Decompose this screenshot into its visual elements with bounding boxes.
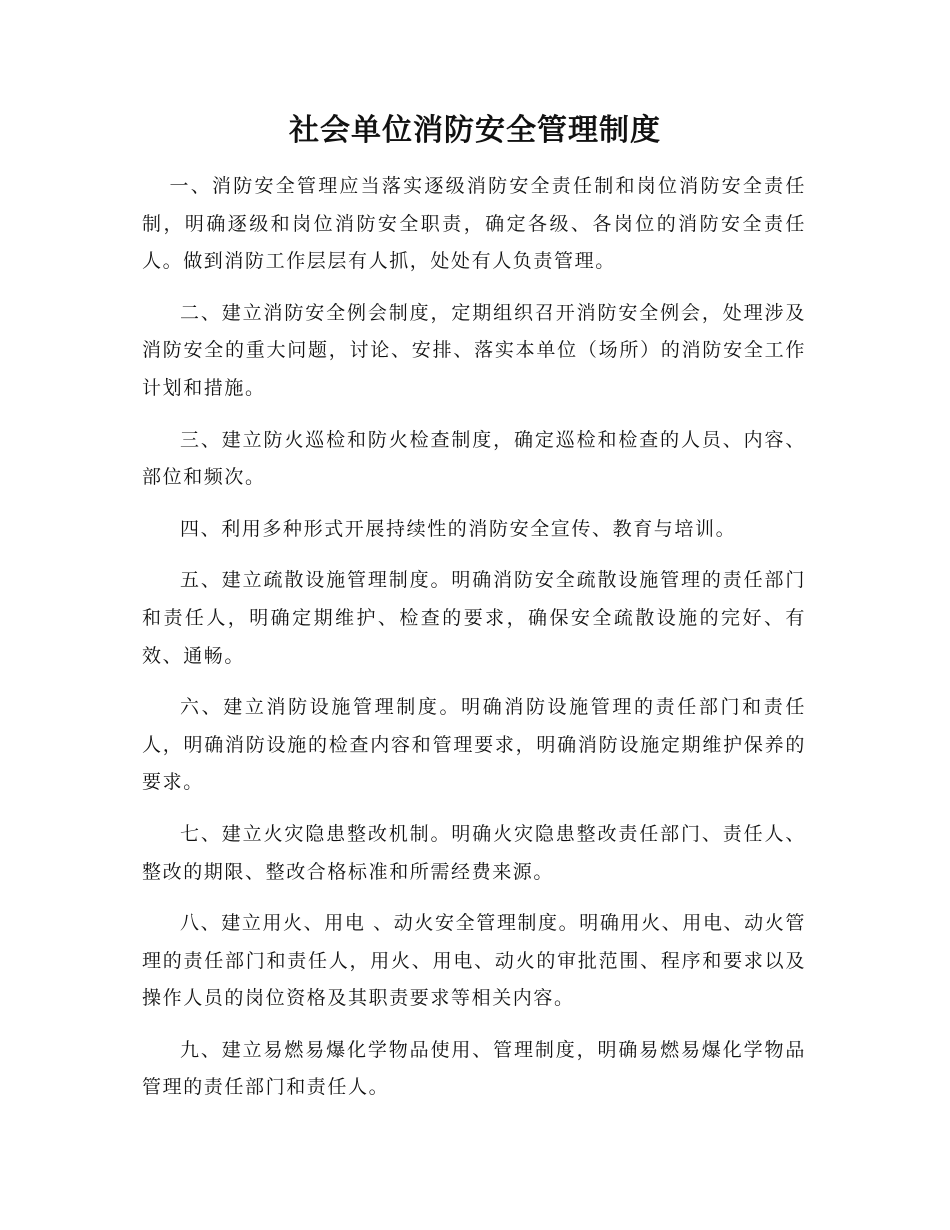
paragraph-2: 二、建立消防安全例会制度，定期组织召开消防安全例会，处理涉及消防安全的重大问题，讨论、安排、落实本单位（场所）的消防安全工作计划和措施。 [142, 301, 806, 399]
paragraph-6: 六、建立消防设施管理制度。明确消防设施管理的责任部门和责任人，明确消防设施的检查内容和管理要求，明确消防设施定期维护保养的要求。 [142, 696, 806, 794]
document-title: 社会单位消防安全管理制度 [289, 113, 661, 148]
paragraph-4: 四、利用多种形式开展持续性的消防安全宣传、教育与培训。 [180, 517, 737, 540]
paragraph-5: 五、建立疏散设施管理制度。明确消防安全疏散设施管理的责任部门和责任人，明确定期维护、检查的要求，确保安全疏散设施的完好、有效、通畅。 [142, 569, 806, 667]
paragraph-8: 八、建立用火、用电 、动火安全管理制度。明确用火、用电、动火管理的责任部门和责任人，用火、用电、动火的审批范围、程序和要求以及操作人员的岗位资格及其职责要求等相关内容。 [142, 912, 806, 1010]
paragraph-9: 九、建立易燃易爆化学物品使用、管理制度，明确易燃易爆化学物品管理的责任部门和责任人。 [142, 1038, 806, 1099]
paragraph-1: 一、消防安全管理应当落实逐级消防安全责任制和岗位消防安全责任制，明确逐级和岗位消防安全职责，确定各级、各岗位的消防安全责任人。做到消防工作层层有人抓，处处有人负责管理。 [142, 175, 806, 273]
paragraph-3: 三、建立防火巡检和防火检查制度，确定巡检和检查的人员、内容、部位和频次。 [142, 428, 806, 489]
paragraph-7: 七、建立火灾隐患整改机制。明确火灾隐患整改责任部门、责任人、整改的期限、整改合格标准和所需经费来源。 [142, 822, 806, 883]
document-body [142, 168, 806, 1121]
